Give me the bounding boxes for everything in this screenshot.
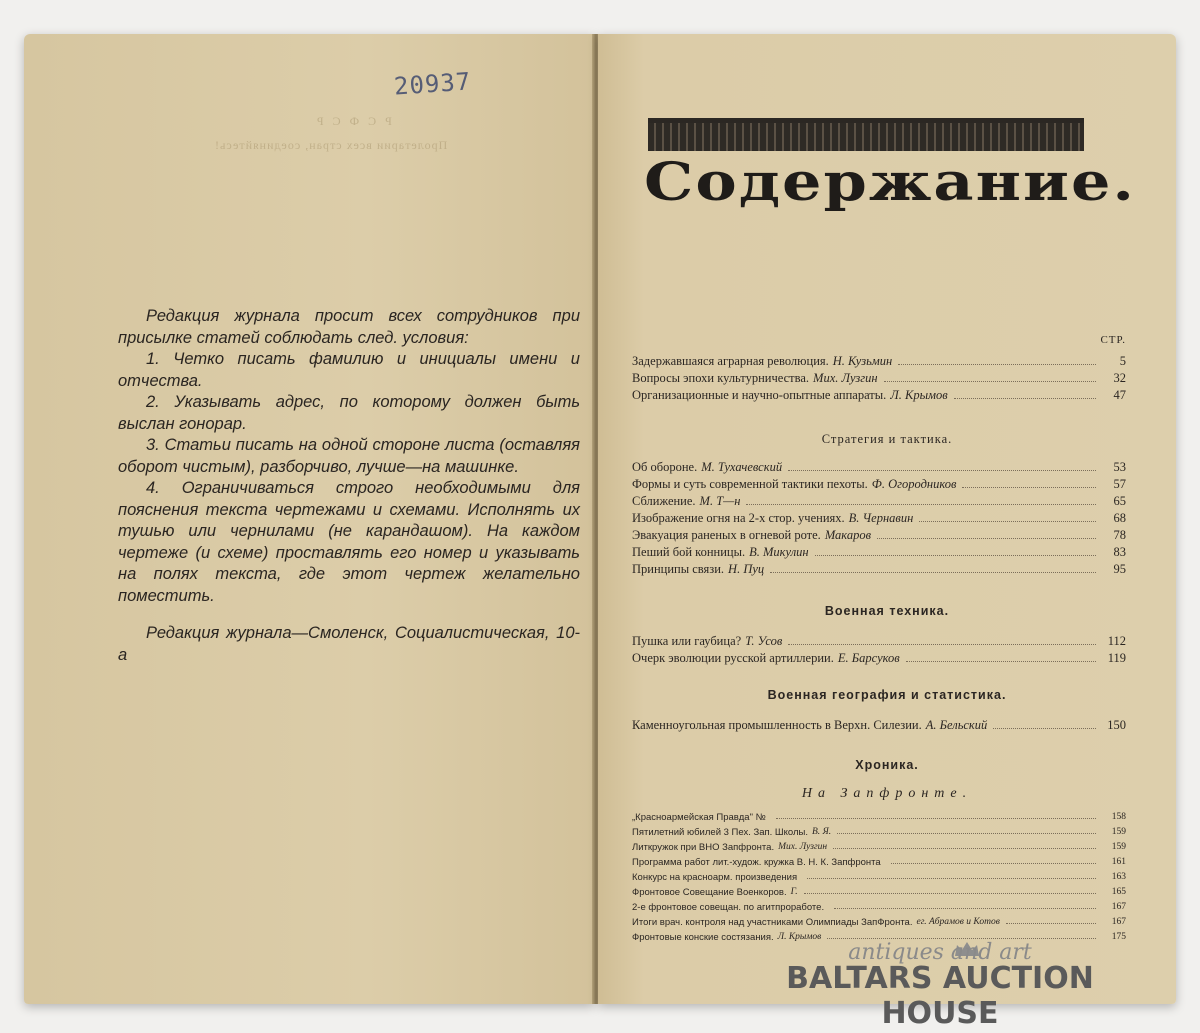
toc-entry: Пеший бой конницы. В. Микулин 83 (632, 545, 1126, 559)
toc-entry: Итоги врач. контроля над участниками Олимпиады ЗапФронта. ег. Абрамов и Котов 167 (632, 917, 1126, 928)
page-column-label: СТР. (1100, 334, 1126, 346)
toc-entry: Конкурс на красноарм. произведения 163 (632, 872, 1126, 883)
toc-entry: 2-е фронтовое совещан. по агитпроработе. 167 (632, 902, 1126, 913)
left-page (24, 34, 594, 1004)
contents-title: Содержание. (644, 150, 1136, 213)
notice-rule: 4. Ограничиваться строго необходимыми для пояснения текста чертежами и схемами. Исполнять их тушью или чернилами (не карандашом). На каждом чертеже (и схеме) проставлять его номер и указывать на полях текста, где этот чертеж желательно поместить. (118, 479, 580, 605)
bleed-through-text: Р С Ф С Р (314, 114, 392, 128)
notice-rule: 3. Статьи писать на одной стороне листа (оставляя оборот чистым), разборчиво, лучше—на машинке. (118, 436, 580, 476)
title-banner (648, 118, 1084, 151)
editorial-notice (118, 306, 580, 666)
section-heading: Военная техника. (824, 604, 950, 618)
toc-entry: Фронтовые конские состязания. Л. Крымов 175 (632, 932, 1126, 943)
toc-entry: Формы и суть современной тактики пехоты. Ф. Огородников 57 (632, 477, 1126, 491)
toc-entry: Программа работ лит.-худож. кружка В. Н. К. Запфронта 161 (632, 857, 1126, 868)
toc-entry: Очерк эволюции русской артиллерии. Е. Барсуков 119 (632, 651, 1126, 665)
toc-entry: Сближение. М. Т—н 65 (632, 494, 1126, 508)
right-page (598, 34, 1176, 1004)
toc-entry: Об обороне. М. Тухачевский 53 (632, 460, 1126, 474)
watermark-brand: BALTARS AUCTION HOUSE (786, 961, 1094, 1031)
watermark-tagline: antiques and art (848, 940, 1032, 965)
auction-watermark (730, 940, 1150, 1031)
toc-entry: Каменноугольная промышленность в Верхн. Силезии. А. Бельский 150 (632, 718, 1126, 732)
toc-entry: Принципы связи. Н. Пуц 95 (632, 562, 1126, 576)
section-heading: Хроника. (855, 758, 919, 772)
section-heading: Военная география и статистика. (767, 688, 1007, 702)
book-spread (24, 34, 1176, 1004)
bleed-through-text: Пролетарии всех стран, соединяйтесь! (214, 138, 448, 152)
notice-intro: Редакция журнала просит всех сотрудников при присылке статей соблюдать след. условия: (118, 307, 580, 347)
toc-entry: Вопросы эпохи культурничества. Мих. Лузгин 32 (632, 371, 1126, 385)
toc-entry: Пятилетний юбилей 3 Пех. Зап. Школы. В. Я. 159 (632, 827, 1126, 838)
toc-entry: Литкружок при ВНО Запфронта. Мих. Лузгин 159 (632, 842, 1126, 853)
notice-rule: 1. Четко писать фамилию и инициалы имени и отчества. (118, 350, 580, 390)
toc-entry: Эвакуация раненых в огневой роте. Макаров 78 (632, 528, 1126, 542)
toc-entry: Задержавшаяся аграрная революция. Н. Кузьмин 5 (632, 354, 1126, 368)
toc-entry: Фронтовое Совещание Военкоров. Г. 165 (632, 887, 1126, 898)
notice-rule: 2. Указывать адрес, по которому должен быть выслан гонорар. (118, 393, 580, 433)
handwritten-number: 20937 (393, 67, 473, 101)
toc-entry: Организационные и научно-опытные аппараты. Л. Крымов 47 (632, 388, 1126, 402)
toc-entry: Изображение огня на 2-х стор. учениях. В. Чернавин 68 (632, 511, 1126, 525)
toc-entry: „Красноармейская Правда" № 158 (632, 812, 1126, 823)
section-heading: На Запфронте. (801, 786, 973, 801)
section-heading: Стратегия и тактика. (821, 432, 953, 446)
toc-entry: Пушка или гаубица? Т. Усов 112 (632, 634, 1126, 648)
notice-footer: Редакция журнала—Смоленск, Социалистическая, 10-а (118, 624, 580, 664)
